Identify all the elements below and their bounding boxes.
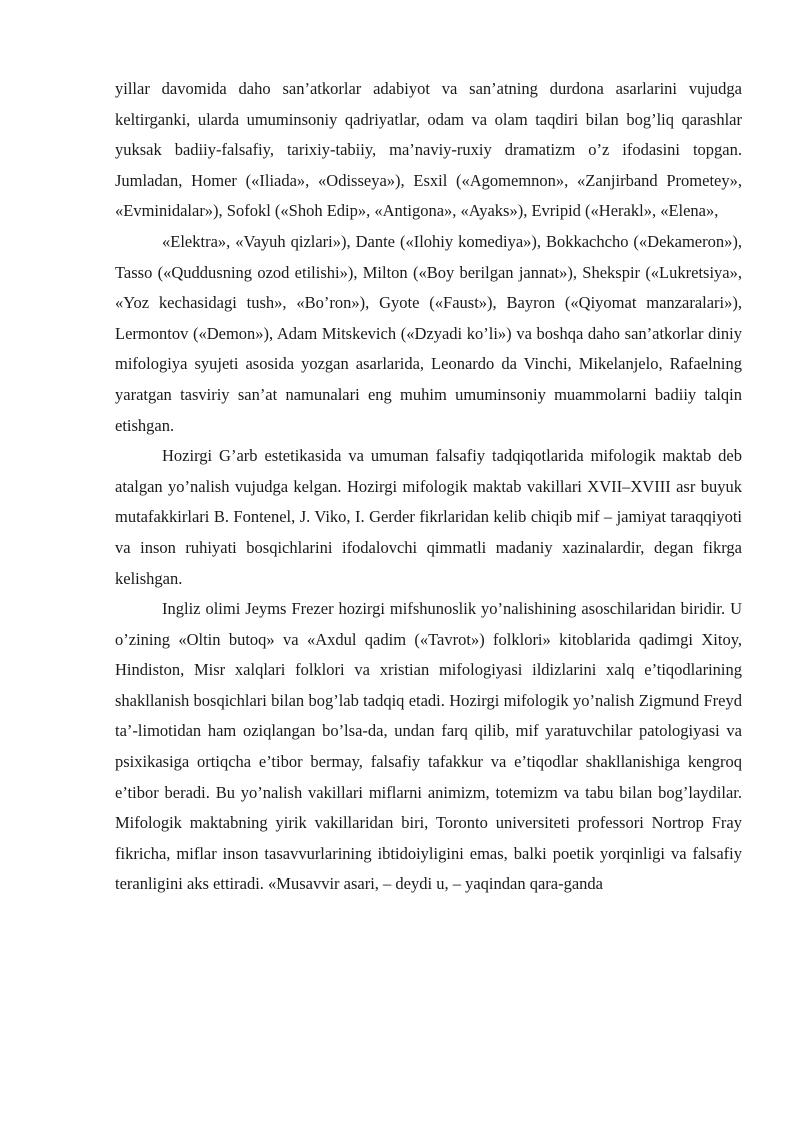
- paragraph-1: yillar davomida daho san’atkorlar adabiyot va san’atning durdona asarlarini vujudga keltirganki, ularda umuminsoniy qadriyatlar, odam va olam taqdiri bilan bog’liq qarashlar yuksak badiiy-falsafiy, tarixiy-tabiiy, ma’naviy-ruxiy dramatizm o’z ifodasini topgan. Jumladan, Homer («Iliada», «Odisseya»), Esxil («Agomemnon», «Zanjirband Prometey», «Evminidalar»), Sofokl («Shoh Edip», «Antigona», «Ayaks»), Evripid («Herakl», «Elena»,: [115, 79, 742, 221]
- paragraph-2: «Elektra», «Vayuh qizlari»), Dante («Ilohiy komediya»), Bokkachcho («Dekameron»), Tasso («Quddusning ozod etilishi»), Milton («Boy berilgan jannat»), Shekspir («Lukretsiya», «Yoz kechasidagi tush», «Bo’ron»), Gyote («Faust»), Bayron («Qiyomat manzaralari»), Lermontov («Demon»), Adam Mitskevich («Dzyadi ko’li») va boshqa daho san’atkorlar diniy mifologiya syujeti asosida yozgan asarlarida, Leonardo da Vinchi, Mikelanjelo, Rafaelning yaratgan tasviriy san’at namunalari eng muhim umuminsoniy muammolarni badiiy talqin etishgan.: [115, 231, 742, 435]
- paragraph-3: Hozirgi G’arb estetikasida va umuman falsafiy tadqiqotlarida mifologik maktab deb atalgan yo’nalish vujudga kelgan. Hozirgi mifologik maktab vakillari XVII–XVIII asr buyuk mutafakkirlari B. Fontenel, J. Viko, I. Gerder fikrlaridan kelib chiqib mif – jamiyat taraqqiyoti va inson ruhiyati bosqichlarini ifodalovchi qimmatli madaniy xazinalardir, degan fikrga kelishgan.: [115, 446, 742, 588]
- document-page: [115, 74, 742, 900]
- paragraph-4: Ingliz olimi Jeyms Frezer hozirgi mifshunoslik yo’nalishining asoschilaridan biridir. U o’zining «Oltin butoq» va «Axdul qadim («Tavrot») folklori» kitoblarida qadimgi Xitoy, Hindiston, Misr xalqlari folklori va xristian mifologiyasi ildizlarini xalq e’tiqodlarining shakllanish bosqichlari bilan bog’lab tadqiq etadi. Hozirgi mifologik yo’nalish Zigmund Freyd ta’-limotidan ham oziqlangan bo’lsa-da, undan farq qilib, mif yaratuvchilar patologiyasi va psixikasiga ortiqcha e’tibor bermay, falsafiy tafakkur va e’tiqodlar shakllanishiga kengroq e’tibor beradi. Bu yo’nalish vakillari miflarni animizm, totemizm va tabu bilan bog’laydilar. Mifologik maktabning yirik vakillaridan biri, Toronto universiteti professori Nortrop Fray fikricha, miflar inson tasavvurlarining ibtidoiyligini emas, balki poetik yorqinligi va falsafiy teranligini aks ettiradi. «Musavvir asari, – deydi u, – yaqindan qara-ganda: [115, 599, 742, 894]
